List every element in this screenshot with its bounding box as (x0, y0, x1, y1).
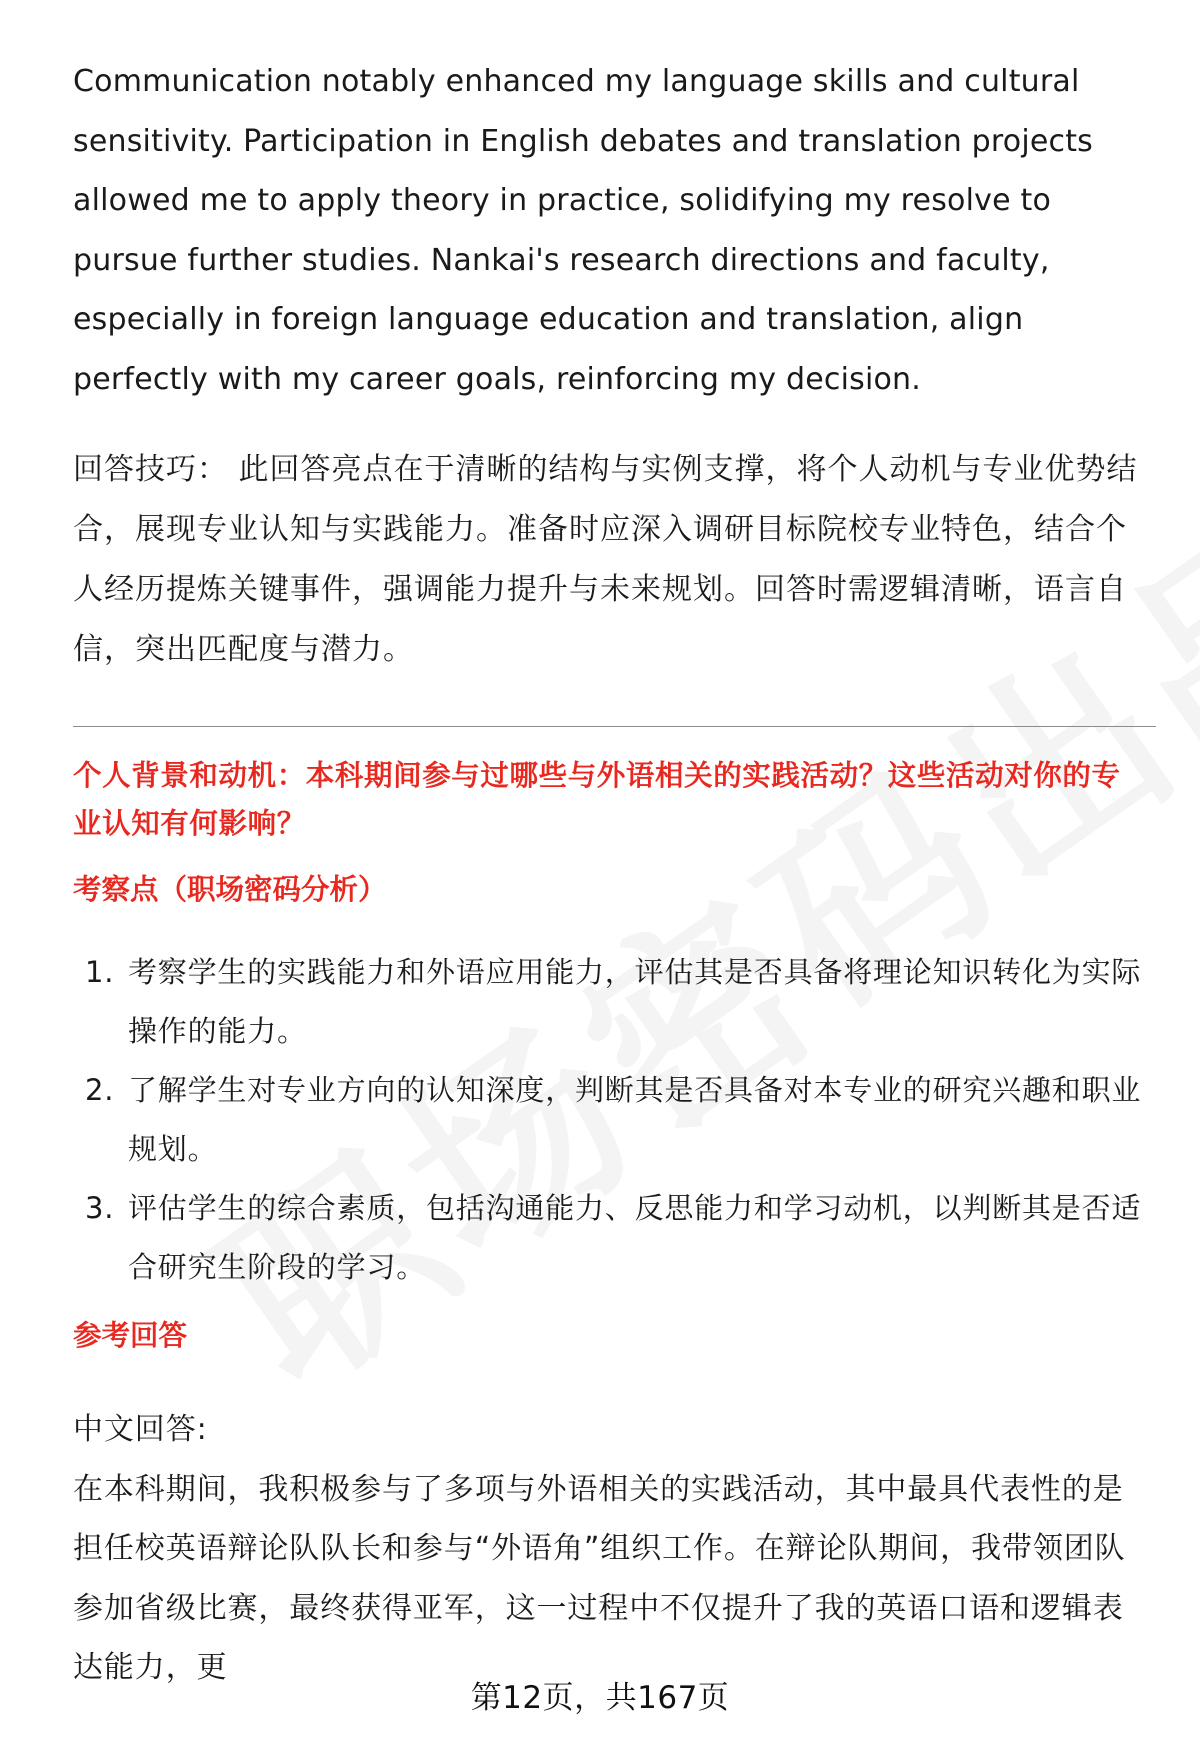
list-item (73, 1061, 1153, 1179)
list-item (73, 1179, 1153, 1297)
list-item-number: 1. (85, 955, 115, 989)
list-item-text: 评估学生的综合素质，包括沟通能力、反思能力和学习动机，以判断其是否适合研究生阶段的学习。 (128, 1191, 1142, 1284)
answer-tip-paragraph: 回答技巧： 此回答亮点在于清晰的结构与实例支撑，将个人动机与专业优势结合，展现专业认知与实践能力。准备时应深入调研目标院校专业特色，结合个人经历提炼关键事件，强调能力提升与未来规划。回答时需逻辑清晰，语言自信，突出匹配度与潜力。 (73, 452, 1138, 667)
list-item-number: 3. (85, 1191, 115, 1225)
assessment-points-list (73, 943, 1153, 1297)
reference-answer-heading: 参考回答 (73, 1319, 188, 1352)
page-body (73, 52, 1139, 680)
answer-block (73, 1400, 1153, 1698)
list-item-text: 考察学生的实践能力和外语应用能力，评估其是否具备将理论知识转化为实际操作的能力。 (128, 955, 1142, 1048)
assessment-heading: 考察点（职场密码分析） (73, 873, 387, 906)
answer-label: 中文回答: (73, 1412, 208, 1447)
list-item (73, 943, 1153, 1061)
list-item-number: 2. (85, 1073, 115, 1107)
section-divider (73, 726, 1156, 727)
answer-text: 在本科期间，我积极参与了多项与外语相关的实践活动，其中最具代表性的是担任校英语辩论队队长和参与“外语角”组织工作。在辩论队期间，我带领团队参加省级比赛，最终获得亚军，这一过程中不仅提升了我的英语口语和逻辑表达能力，更 (73, 1471, 1126, 1685)
question-heading: 个人背景和动机：本科期间参与过哪些与外语相关的实践活动？这些活动对你的专业认知有何影响？ (73, 759, 1121, 840)
list-item-text: 了解学生对专业方向的认知深度，判断其是否具备对本专业的研究兴趣和职业规划。 (128, 1073, 1142, 1166)
page-footer: 第12页，共167页 (470, 1680, 730, 1716)
intro-paragraph: Communication notably enhanced my language skills and cultural sensitivity. Participation in English debates and translation projects allowed me to apply theory in practice, solidifying my resolve to pursue further studies. Nankai's research directions and faculty, especially in foreign language education and translation, align perfectly with my career goals, reinforcing my decision. (73, 64, 1094, 397)
